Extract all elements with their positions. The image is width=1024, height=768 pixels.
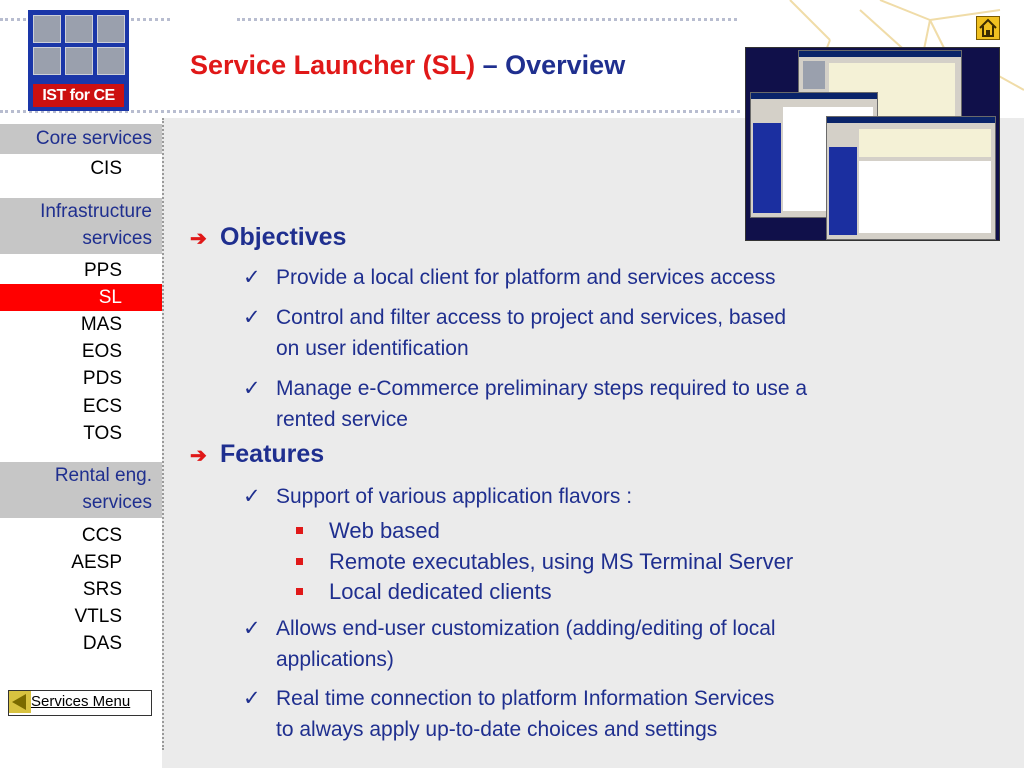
- objective-text-line2: rented service: [276, 408, 408, 431]
- objective-text-line2: on user identification: [276, 337, 469, 360]
- services-menu-button[interactable]: [8, 690, 152, 716]
- sidebar-item-das[interactable]: DAS: [82, 633, 122, 654]
- objective-item: [243, 262, 956, 293]
- checkmark-icon: ✓: [243, 687, 261, 710]
- sidebar-item-tos[interactable]: TOS: [83, 423, 122, 444]
- section-heading: Rental eng.: [54, 465, 152, 486]
- flavor-item: [329, 579, 552, 605]
- objective-text: Control and filter access to project and services, based: [276, 306, 787, 329]
- feature-text-line2: to always apply up-to-date choices and settings: [276, 718, 718, 741]
- square-bullet-icon: [296, 558, 303, 565]
- services-menu-label: Services Menu: [31, 693, 131, 710]
- sidebar-item-aesp[interactable]: AESP: [71, 552, 122, 573]
- flavor-item: [329, 518, 440, 544]
- section-core-services: [0, 124, 162, 154]
- arrow-right-icon: ➔: [190, 445, 207, 467]
- sidebar-item-ecs[interactable]: ECS: [82, 396, 122, 417]
- checkmark-icon: ✓: [243, 617, 261, 640]
- objective-text: Manage e-Commerce preliminary steps required to use a: [276, 377, 808, 400]
- square-bullet-icon: [296, 588, 303, 595]
- section-rental-eng-services: [0, 462, 162, 518]
- feature-text: Support of various application flavors :: [276, 485, 633, 508]
- sidebar-item-pds[interactable]: PDS: [82, 368, 122, 389]
- home-icon: [977, 17, 999, 39]
- features-heading: [190, 440, 324, 469]
- objectives-heading-text: Objectives: [220, 223, 347, 251]
- sidebar-item-srs[interactable]: SRS: [82, 579, 122, 600]
- checkmark-icon: ✓: [243, 266, 261, 289]
- section-heading-line2: services: [82, 228, 152, 249]
- objectives-heading: [190, 223, 346, 252]
- sidebar-item-pps[interactable]: PPS: [83, 260, 122, 281]
- feature-text: Allows end-user customization (adding/editing of local: [276, 617, 776, 640]
- sidebar-item-eos[interactable]: EOS: [81, 341, 122, 362]
- section-heading: Core services: [35, 128, 152, 149]
- section-heading-line2: services: [82, 492, 152, 513]
- sidebar-item-cis[interactable]: CIS: [90, 158, 122, 179]
- section-infrastructure-services: [0, 198, 162, 254]
- title-main: Service Launcher (SL): [190, 50, 476, 80]
- objective-item: [243, 373, 956, 435]
- features-heading-text: Features: [220, 440, 325, 468]
- flavor-text: Remote executables, using MS Terminal Server: [329, 549, 794, 574]
- sidebar-item-sl[interactable]: SL: [0, 284, 162, 311]
- home-button[interactable]: [976, 16, 1000, 40]
- dotted-divider: [237, 18, 737, 21]
- flavor-text: Web based: [329, 518, 440, 543]
- sidebar-item-ccs[interactable]: CCS: [81, 525, 122, 546]
- title-sub: – Overview: [475, 50, 626, 80]
- square-bullet-icon: [296, 527, 303, 534]
- feature-item: [243, 683, 956, 745]
- sidebar-divider: [162, 118, 164, 750]
- feature-item: [243, 613, 956, 675]
- checkmark-icon: ✓: [243, 377, 261, 400]
- ist-logo: [28, 10, 129, 111]
- feature-text-line2: applications): [276, 648, 394, 671]
- sidebar-nav: [0, 118, 162, 768]
- objective-text: Provide a local client for platform and services access: [276, 266, 776, 289]
- objective-item: [243, 302, 956, 364]
- flavor-text: Local dedicated clients: [329, 579, 552, 604]
- feature-text: Real time connection to platform Information Services: [276, 687, 775, 710]
- flavor-item: [329, 549, 793, 575]
- feature-item: [243, 481, 956, 512]
- arrow-right-icon: ➔: [190, 228, 207, 250]
- checkmark-icon: ✓: [243, 306, 261, 329]
- service-selection-window: [826, 116, 996, 240]
- section-heading: Infrastructure: [40, 201, 152, 222]
- sidebar-item-vtls[interactable]: VTLS: [74, 606, 122, 627]
- app-screenshot: [745, 47, 1000, 241]
- logo-text: IST for CE: [33, 84, 124, 107]
- checkmark-icon: ✓: [243, 485, 261, 508]
- page-title: [190, 50, 625, 81]
- back-arrow-icon: [9, 691, 31, 713]
- sidebar-item-mas[interactable]: MAS: [80, 314, 122, 335]
